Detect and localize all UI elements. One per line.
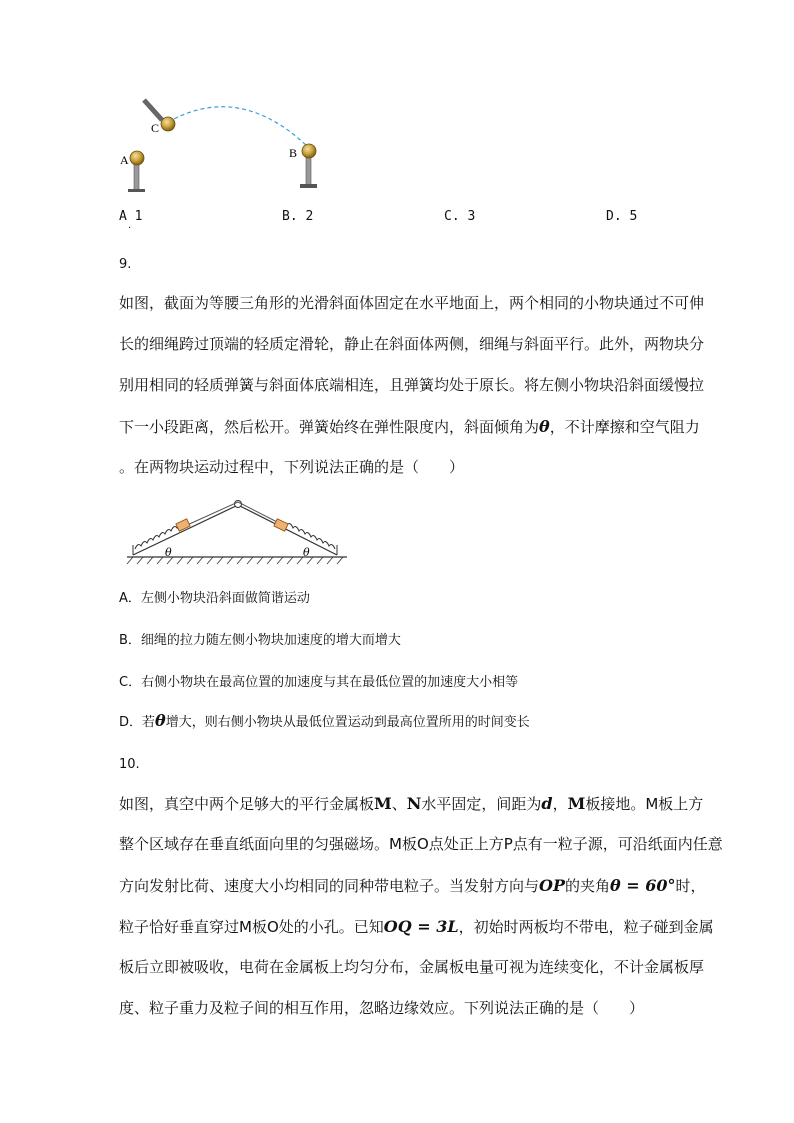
stand-b-post — [306, 157, 311, 185]
q9-option-d: D．若θ增大，则右侧小物块从最低位置运动到最高位置所用的时间变长 — [119, 711, 530, 730]
stand-b-base — [300, 184, 317, 188]
q9-figure — [125, 497, 350, 567]
left-spring — [135, 524, 183, 549]
right-angle-label: θ — [303, 546, 310, 559]
q9-option-b: B．细绳的拉力随左侧小物块加速度的增大而增大 — [119, 633, 401, 648]
q10-line-5: 板后立即被吸收，电荷在金属板上均匀分布，金属板电量可视为连续变化，不计金属板厚 — [119, 958, 705, 976]
pulley — [235, 501, 242, 508]
q10-line-6: 度、粒子重力及粒子间的相互作用，忽略边缘效应。下列说法正确的是（ ） — [119, 999, 645, 1017]
left-angle-label: θ — [165, 546, 172, 559]
label-c: C — [151, 121, 160, 135]
theta-symbol: θ — [155, 711, 166, 730]
q9-option-a: A．左侧小物块沿斜面做简谐运动 — [119, 591, 310, 606]
q9-line-2: 长的细绳跨过顶端的轻质定滑轮，静止在斜面体两侧，细绳与斜面平行。此外，两物块分 — [119, 335, 705, 353]
ball-a — [130, 151, 144, 165]
stand-a-post — [134, 164, 139, 190]
launcher-c — [144, 100, 162, 120]
q8-figure — [110, 92, 330, 192]
theta-symbol: θ — [539, 417, 550, 436]
q9-line-4: 下一小段距离，然后松开。弹簧始终在弹性限度内，斜面倾角为θ，不计摩擦和空气阻力 — [119, 417, 700, 436]
q10-line-2: 整个区域存在垂直纸面向里的匀强磁场。M板O点处正上方P点有一粒子源，可沿纸面内任意 — [119, 835, 723, 853]
label-a: A — [120, 153, 129, 167]
q9-line-5: 。在两物块运动过程中，下列说法正确的是（ ） — [119, 458, 465, 476]
ball-c — [161, 117, 175, 131]
q9-line-3: 别用相同的轻质弹簧与斜面体底端相连，且弹簧均处于原长。将左侧小物块沿斜面缓慢拉 — [119, 376, 705, 394]
label-b: B — [289, 146, 298, 160]
q10-line-3: 方向发射比荷、速度大小均相同的同种带电粒子。当发射方向与OP的夹角θ = 60°时， — [119, 876, 706, 895]
q10-stem — [119, 783, 723, 1029]
q8-choice-a: A 1 — [119, 209, 143, 224]
right-block — [274, 519, 288, 531]
q10-line-1: 如图，真空中两个足够大的平行金属板M、N水平固定，间距为d，M板接地。M板上方 — [119, 794, 704, 813]
q9-stem — [119, 283, 705, 488]
q8-choice-b: B. 2 — [282, 209, 314, 224]
stand-a-base — [128, 189, 145, 192]
q9-line-1: 如图，截面为等腰三角形的光滑斜面体固定在水平地面上，两个相同的小物块通过不可伸 — [119, 294, 705, 312]
trajectory-arc — [168, 107, 308, 147]
stray-dot: · — [128, 223, 132, 234]
q8-choice-c: C. 3 — [444, 209, 476, 224]
q9-number: 9. — [119, 257, 132, 272]
ball-b — [302, 144, 316, 158]
q10-line-4: 粒子恰好垂直穿过M板O处的小孔。已知OQ = 3L，初始时两板均不带电，粒子碰到金属 — [119, 917, 714, 936]
q10-number: 10. — [119, 757, 140, 772]
q8-choice-d: D. 5 — [606, 209, 638, 224]
q9-option-c: C．右侧小物块在最高位置的加速度与其在最低位置的加速度大小相等 — [119, 675, 519, 690]
right-spring — [287, 524, 335, 549]
